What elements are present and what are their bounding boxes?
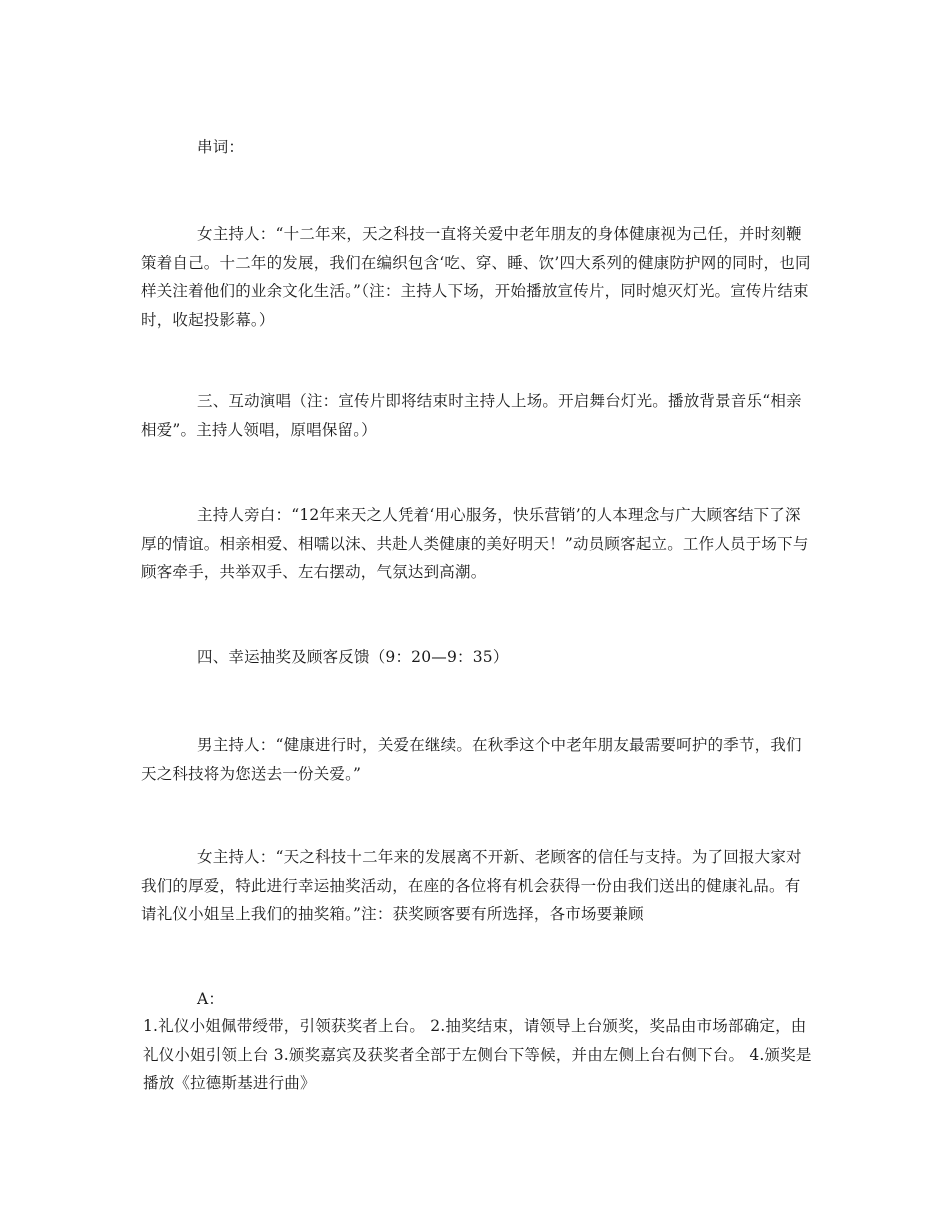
award-procedure-notes: 1.礼仪小姐佩带绶带，引领获奖者上台。 2.抽奖结束，请领导上台颁奖，奖品由市场部确定，由礼仪小姐引领上台 3.颁奖嘉宾及获奖者全部于左侧台下等候，并由左侧上台右侧下台。 4.颁奖是播放《拉德斯基进行曲》 (143, 1017, 812, 1092)
heading-label: 串词： (197, 138, 245, 156)
paragraph-female-host-intro: 女主持人：“十二年来，天之科技一直将关爱中老年朋友的身体健康视为己任，并时刻鞭策着自己。十二年的发展，我们在编织包含‘吃、穿、睡、饮’四大系列的健康防护网的同时，也同样关注着他们的业余文化生活。”（注：主持人下场，开始播放宣传片，同时熄灭灯光。宣传片结束时，收起投影幕。） (141, 225, 811, 329)
paragraph-male-host: 男主持人：“健康进行时，关爱在继续。在秋季这个中老年朋友最需要呵护的季节，我们天之科技将为您送去一份关爱。” (141, 736, 802, 783)
paragraph-interactive-singing: 三、互动演唱（注：宣传片即将结束时主持人上场。开启舞台灯光。播放背景音乐“相亲相爱”。主持人领唱，原唱保留。） (141, 392, 802, 439)
section-lucky-draw-title: 四、幸运抽奖及顾客反馈（9：20—9：35） (197, 648, 509, 666)
paragraph-host-narration: 主持人旁白：“12年来天之人凭着‘用心服务，快乐营销’的人本理念与广大顾客结下了深厚的情谊。相亲相爱、相嚅以沫、共赴人类健康的美好明天！”动员顾客起立。工作人员于场下与顾客牵手，共举双手、左右摆动，气氛达到高潮。 (141, 506, 809, 581)
paragraph-female-host-draw: 女主持人：“天之科技十二年来的发展离不开新、老顾客的信任与支持。为了回报大家对我们的厚爱，特此进行幸运抽奖活动，在座的各位将有机会获得一份由我们送出的健康礼品。有请礼仪小姐呈上我们的抽奖箱。”注：获奖顾客要有所选择，各市场要兼顾 (141, 848, 802, 923)
section-a-label: A： (197, 990, 225, 1008)
